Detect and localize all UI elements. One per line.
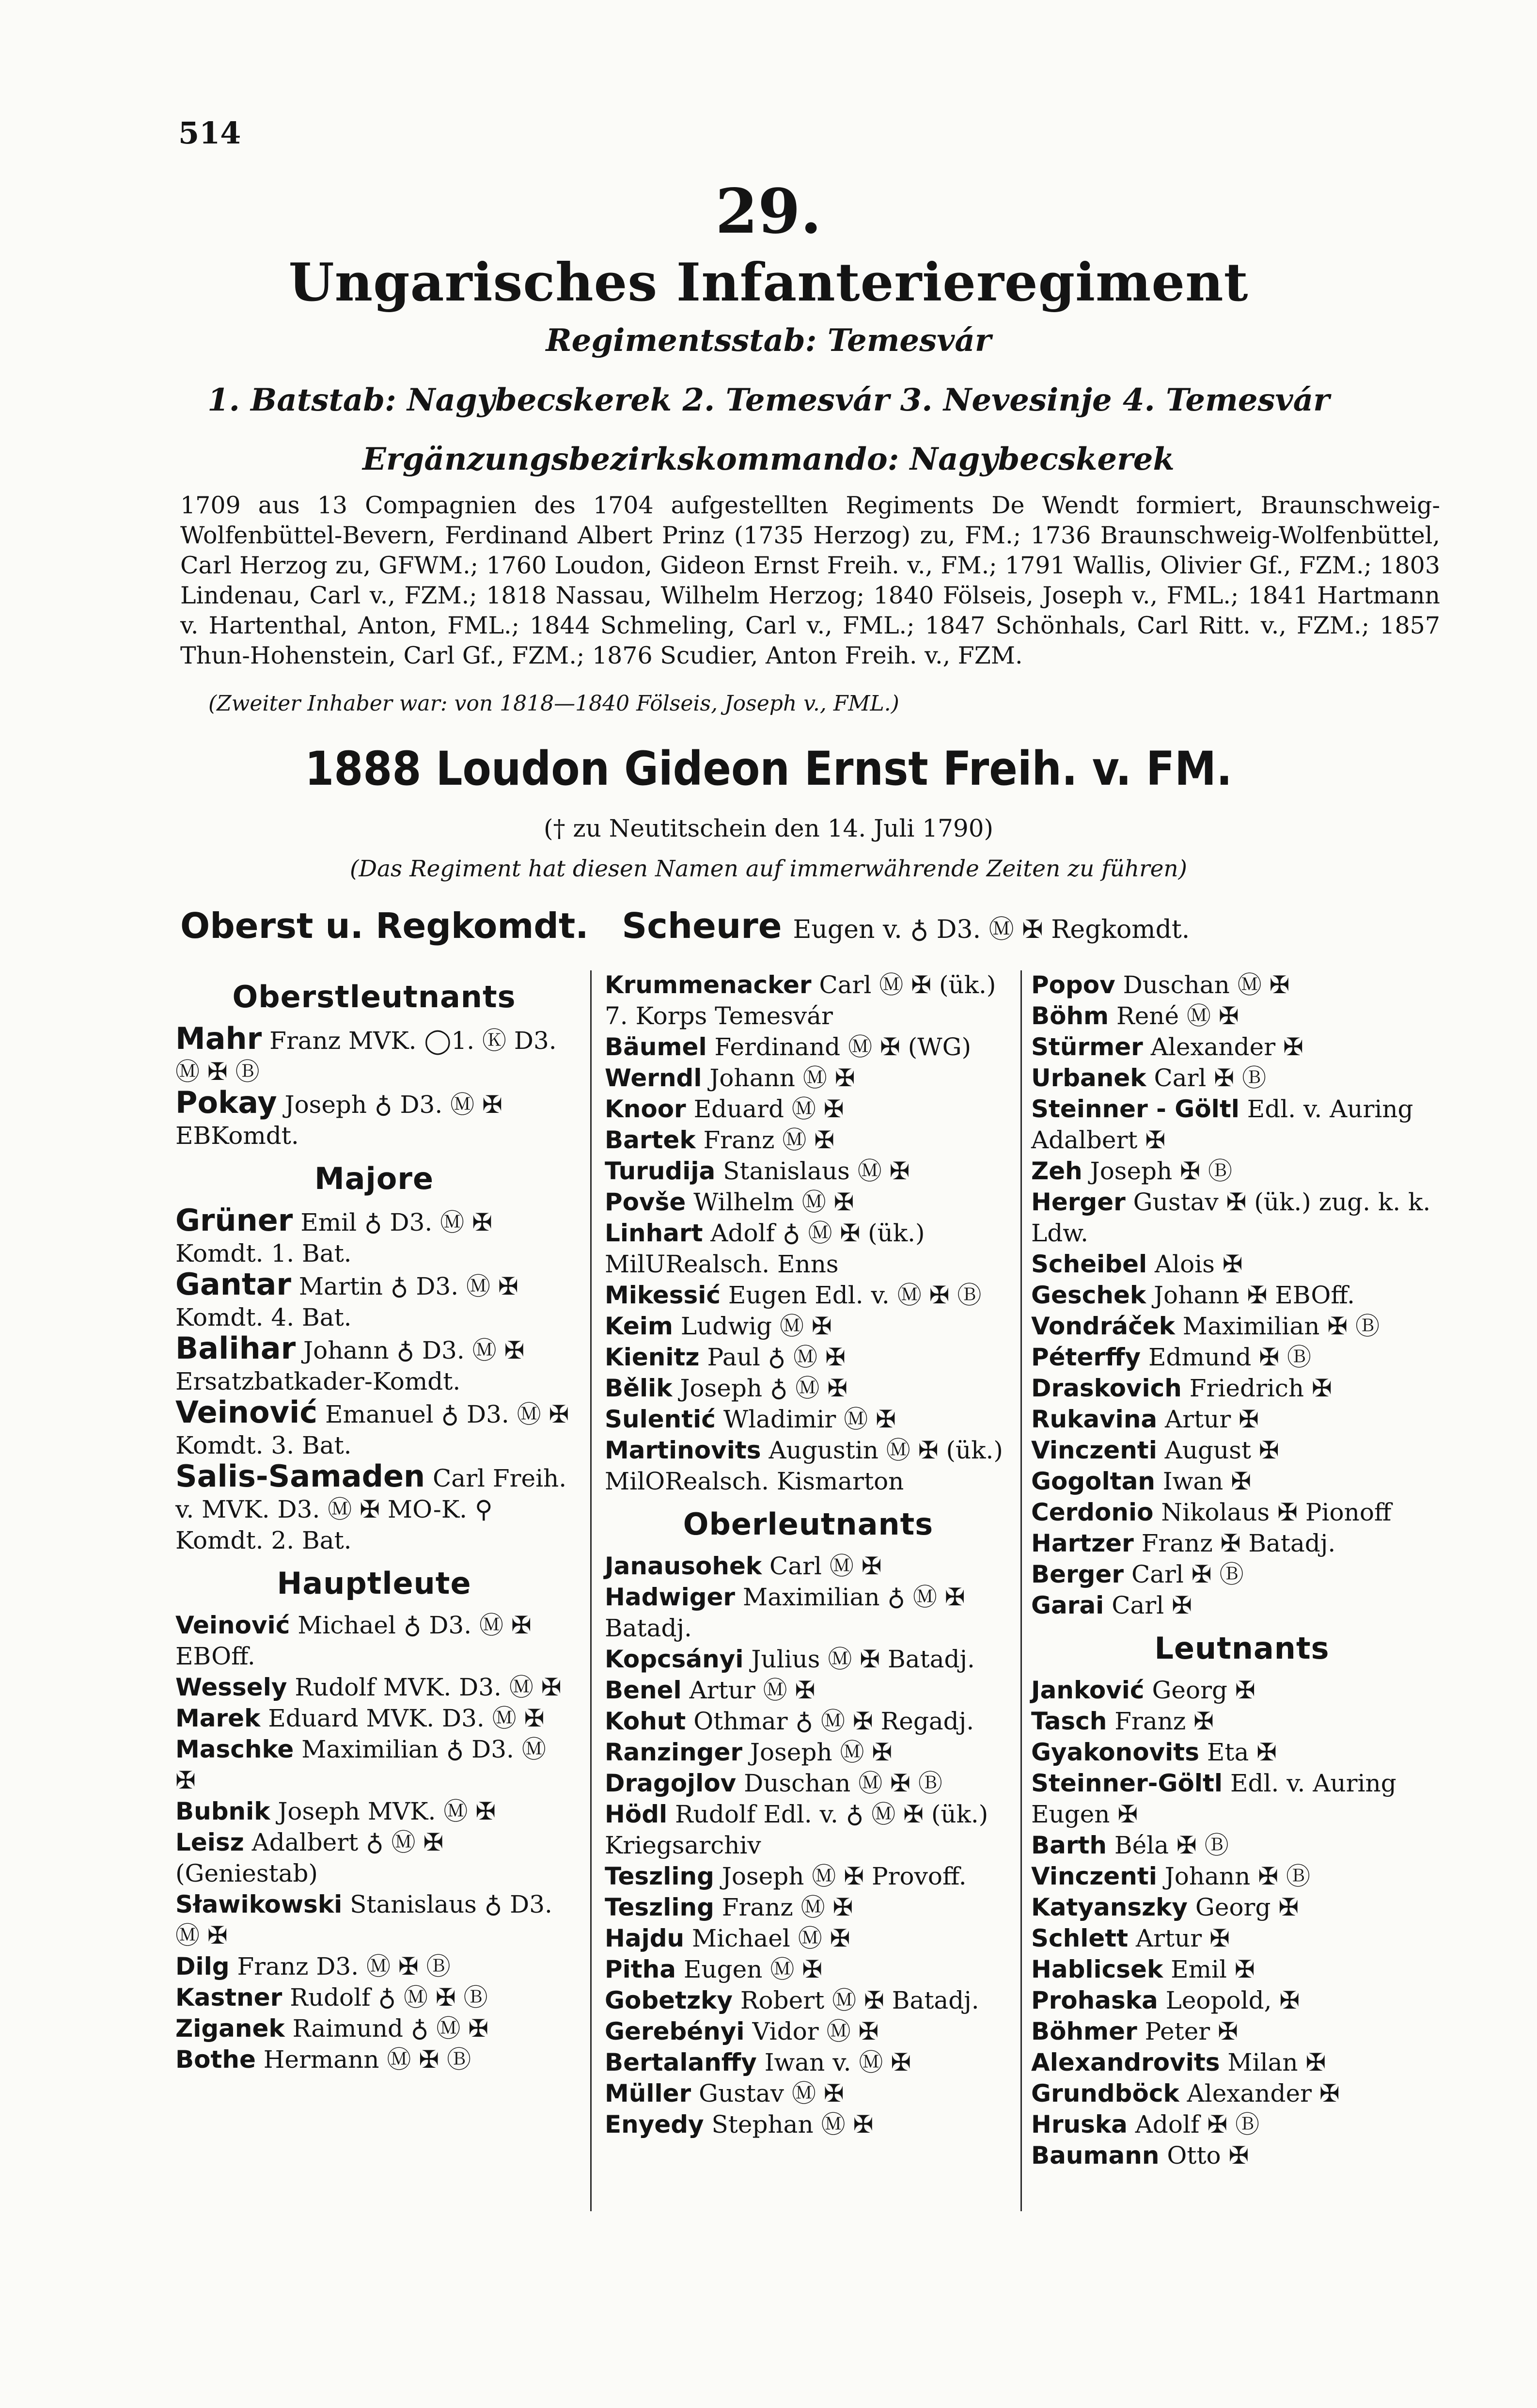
officer-entry <box>1031 1311 1453 1342</box>
oberst-line <box>180 905 1190 946</box>
officer-details: Stephan Ⓜ ✠ <box>704 2110 874 2139</box>
oberst-details: Eugen v. ♁ D3. Ⓜ ✠ Regkomdt. <box>793 915 1190 944</box>
officer-details: Peter ✠ <box>1137 2017 1238 2045</box>
officer-entry <box>175 1610 573 1672</box>
officer-entry <box>605 1342 1012 1373</box>
officer-details: Carl Ⓜ ✠ <box>762 1552 882 1580</box>
section-heading: Hauptleute <box>277 1566 471 1601</box>
officer-entry <box>1031 1000 1453 1031</box>
officer-entry <box>1031 1435 1453 1466</box>
officer-entry <box>1031 1923 1453 1954</box>
recruiting-district: Ergänzungsbezirkskommando: Nagybecskerek <box>362 441 1175 477</box>
officer-entry <box>605 1644 1012 1675</box>
officer-surname: Steinner - Göltl <box>1031 1095 1239 1123</box>
officer-surname: Hajdu <box>605 1924 685 1952</box>
officer-details: Franz ✠ Batadj. <box>1133 1529 1336 1557</box>
officer-details: Georg ✠ <box>1144 1676 1255 1704</box>
officer-details: Vidor Ⓜ ✠ <box>744 2017 879 2045</box>
officer-surname: Veinović <box>175 1394 318 1430</box>
officer-surname: Kienitz <box>605 1343 700 1371</box>
officer-details: Eugen Edl. v. Ⓜ ✠ Ⓑ <box>721 1281 982 1309</box>
officer-details: Ludwig Ⓜ ✠ <box>673 1312 832 1340</box>
officer-surname: Veinović <box>175 1611 290 1639</box>
officer-surname: Urbanek <box>1031 1064 1146 1092</box>
officer-details: Stanislaus Ⓜ ✠ <box>715 1157 910 1185</box>
officer-surname: Marek <box>175 1704 261 1732</box>
owner-death-note: († zu Neutitschein den 14. Juli 1790) <box>543 814 994 842</box>
officer-surname: Dilg <box>175 1952 230 1980</box>
officer-details: Gustav Ⓜ ✠ <box>691 2079 844 2107</box>
officer-details: Franz D3. Ⓜ ✠ Ⓑ <box>229 1952 451 1980</box>
officer-surname: Ranzinger <box>605 1738 743 1766</box>
officer-entry <box>175 1982 573 2013</box>
officer-entry <box>1031 1590 1453 1621</box>
officer-details: Artur Ⓜ ✠ <box>681 1676 816 1704</box>
officer-entry <box>1031 1280 1453 1311</box>
officer-surname: Linhart <box>605 1219 703 1247</box>
officer-surname: Keim <box>605 1312 674 1340</box>
officer-entry <box>605 1311 1012 1342</box>
officer-entry <box>175 1269 573 1333</box>
officer-details: Joseph Ⓜ ✠ <box>742 1738 893 1766</box>
officer-surname: Dragojlov <box>605 1769 737 1797</box>
officer-entry <box>1031 969 1453 1000</box>
officer-details: Béla ✠ Ⓑ <box>1107 1831 1229 1859</box>
officer-details: Maximilian ♁ Ⓜ ✠ Batadj. <box>605 1583 965 1642</box>
officer-entry <box>1031 1861 1453 1892</box>
officer-details: Martin ♁ D3. Ⓜ ✠ Komdt. 4. Bat. <box>175 1272 518 1331</box>
officer-details: Rudolf MVK. D3. Ⓜ ✠ <box>287 1673 562 1701</box>
officer-entry <box>1031 1404 1453 1435</box>
officer-surname: Gyakonovits <box>1031 1738 1199 1766</box>
regiment-history <box>180 491 1440 671</box>
officer-surname: Alexandrovits <box>1031 2048 1220 2076</box>
officer-surname: Pitha <box>605 1955 676 1983</box>
officer-entry <box>1031 1559 1453 1590</box>
officer-details: Hermann Ⓜ ✠ Ⓑ <box>255 2045 471 2074</box>
officer-details: Adolf ♁ Ⓜ ✠ (ük.) MilURealsch. Enns <box>605 1219 925 1278</box>
officer-details: Alexander ✠ <box>1143 1033 1303 1061</box>
officer-details: Othmar ♁ Ⓜ ✠ Regadj. <box>686 1707 974 1735</box>
officer-entry <box>1031 1187 1453 1249</box>
officer-entry <box>605 1892 1012 1923</box>
officer-surname: Sulentić <box>605 1405 716 1433</box>
officer-surname: Benel <box>605 1676 682 1704</box>
officer-entry <box>175 1458 573 1556</box>
officer-details: Artur ✠ <box>1157 1405 1259 1433</box>
officer-details: Georg ✠ <box>1188 1893 1299 1921</box>
officer-surname: Mikessić <box>605 1281 721 1309</box>
officer-entry <box>175 1023 573 1087</box>
officer-details: Carl ✠ Ⓑ <box>1146 1064 1267 1092</box>
officer-surname: Teszling <box>605 1862 714 1890</box>
officer-surname: Draskovich <box>1031 1374 1182 1402</box>
officer-details: Wilhelm Ⓜ ✠ <box>686 1188 854 1216</box>
officer-surname: Kohut <box>605 1707 686 1735</box>
officer-entry <box>605 1737 1012 1768</box>
officer-surname: Vondráček <box>1031 1312 1175 1340</box>
officer-surname: Péterffy <box>1031 1343 1141 1371</box>
officer-details: Robert Ⓜ ✠ Batadj. <box>732 1986 979 2014</box>
officer-details: Edl. v. Auring Eugen ✠ <box>1031 1769 1396 1828</box>
officer-surname: Herger <box>1031 1188 1126 1216</box>
column-2 <box>605 969 1012 2140</box>
officer-entry <box>605 969 1012 1031</box>
officer-entry <box>175 1796 573 1827</box>
officer-surname: Vinczenti <box>1031 1436 1157 1464</box>
officer-details: Emil ♁ D3. Ⓜ ✠ Komdt. 1. Bat. <box>175 1208 492 1267</box>
officer-surname: Hartzer <box>1031 1529 1134 1557</box>
officer-details: Carl Ⓜ ✠ (ük.) 7. Korps Temesvár <box>605 971 996 1030</box>
officer-details: Maximilian ✠ Ⓑ <box>1175 1312 1380 1340</box>
officer-entry <box>605 1551 1012 1582</box>
officer-surname: Martinovits <box>605 1436 761 1464</box>
officer-surname: Scheibel <box>1031 1250 1147 1278</box>
officer-details: Eduard MVK. D3. Ⓜ ✠ <box>260 1704 545 1732</box>
officer-details: Maximilian ♁ D3. Ⓜ ✠ <box>175 1735 546 1794</box>
battalion-staffs: 1. Batstab: Nagybecskerek 2. Temesvár 3. Nevesinje 4. Temesvár <box>207 382 1330 418</box>
regiment-name-note: (Das Regiment hat diesen Namen auf immerwährende Zeiten zu führen) <box>349 855 1188 882</box>
officer-entry <box>175 1205 573 1269</box>
officer-surname: Hruska <box>1031 2110 1128 2139</box>
officer-entry <box>605 1373 1012 1404</box>
officer-details: Joseph ♁ Ⓜ ✠ <box>672 1374 848 1402</box>
officer-entry <box>605 1125 1012 1156</box>
officer-surname: Böhmer <box>1031 2017 1137 2045</box>
officer-details: Gustav ✠ (ük.) zug. k. k. Ldw. <box>1031 1188 1431 1247</box>
officer-entry <box>605 2047 1012 2078</box>
officer-surname: Wessely <box>175 1673 287 1701</box>
officer-surname: Teszling <box>605 1893 714 1921</box>
officer-surname: Kastner <box>175 1983 282 2012</box>
column-3 <box>1031 969 1453 2171</box>
officer-details: Franz MVK. ◯1. Ⓚ D3. Ⓜ ✠ Ⓑ <box>175 1027 557 1086</box>
officer-entry <box>605 2078 1012 2109</box>
officer-surname: Pokay <box>175 1085 277 1120</box>
officer-details: Franz Ⓜ ✠ <box>714 1893 853 1921</box>
officer-surname: Maschke <box>175 1735 294 1763</box>
officer-surname: Katyanszky <box>1031 1893 1188 1921</box>
page-number: 514 <box>178 115 241 151</box>
officer-surname: Grundböck <box>1031 2079 1179 2107</box>
history-text: 1709 aus 13 Compagnien des 1704 aufgestellten Regiments De Wendt formiert, Braunschweig-Wolfenbüttel-Bevern, Ferdinand Albert Prinz (1735 Herzog) zu, FM.; 1736 Braunschweig-Wolfenbüttel, Carl Herzog zu, GFWM.; 1760 Loudon, Gideon Ernst Freih. v., FM.; 1791 Wallis, Olivier Gf., FZM.; 1803 Lindenau, Carl v., FZM.; 1818 Nassau, Wilhelm Herzog; 1840 Fölseis, Joseph v., FML.; 1841 Hartmann v. Hartenthal, Anton, FML.; 1844 Schmeling, Carl v., FML.; 1847 Schönhals, Carl Ritt. v., FZM.; 1857 Thun-Hohenstein, Carl Gf., FZM.; 1876 Scudier, Anton Freih. v., FZM. <box>180 491 1440 669</box>
officer-surname: Ziganek <box>175 2014 285 2043</box>
officer-surname: Garai <box>1031 1591 1104 1619</box>
officer-entry <box>605 1985 1012 2016</box>
officer-details: Eta ✠ <box>1199 1738 1277 1766</box>
officer-entry <box>605 1280 1012 1311</box>
officer-details: Wladimir Ⓜ ✠ <box>715 1405 896 1433</box>
officer-entry <box>175 2013 573 2044</box>
officer-details: Paul ♁ Ⓜ ✠ <box>699 1343 846 1371</box>
officer-details: Julius Ⓜ ✠ Batadj. <box>743 1645 975 1673</box>
officer-entry <box>175 1889 573 1951</box>
officer-surname: Hablicsek <box>1031 1955 1163 1983</box>
officer-surname: Balihar <box>175 1331 296 1366</box>
officer-surname: Steinner-Göltl <box>1031 1769 1223 1797</box>
officer-entry <box>1031 1892 1453 1923</box>
officer-details: Johann ♁ D3. Ⓜ ✠ Ersatzbatkader-Komdt. <box>175 1336 525 1395</box>
officer-surname: Leisz <box>175 1828 244 1856</box>
officer-surname: Krummenacker <box>605 971 812 999</box>
officer-entry <box>1031 1373 1453 1404</box>
oberst-name: Scheure <box>622 905 782 946</box>
officer-details: Duschan Ⓜ ✠ <box>1115 971 1290 999</box>
officer-entry <box>175 1734 573 1796</box>
officer-details: Augustin Ⓜ ✠ (ük.) MilORealsch. Kismarton <box>605 1436 1003 1495</box>
officer-entry <box>605 1799 1012 1861</box>
officer-entry <box>605 1093 1012 1125</box>
officer-details: Nikolaus ✠ Pionoff <box>1153 1498 1392 1526</box>
officer-surname: Gogoltan <box>1031 1467 1155 1495</box>
officer-entry <box>1031 1706 1453 1737</box>
officer-details: Milan ✠ <box>1220 2048 1326 2076</box>
regiment-owner: 1888 Loudon Gideon Ernst Freih. v. FM. <box>305 742 1232 796</box>
officer-details: Adalbert ♁ Ⓜ ✠ (Geniestab) <box>175 1828 444 1887</box>
officer-surname: Böhm <box>1031 1002 1109 1030</box>
officer-surname: Bartek <box>605 1126 696 1154</box>
section-heading: Majore <box>314 1161 434 1196</box>
officer-surname: Bubnik <box>175 1797 270 1825</box>
officer-details: Johann Ⓜ ✠ <box>702 1064 855 1092</box>
officer-details: Alexander ✠ <box>1179 2079 1340 2107</box>
officer-surname: Sławikowski <box>175 1890 343 1918</box>
officer-details: Carl ✠ <box>1104 1591 1192 1619</box>
officer-entry <box>1031 2047 1453 2078</box>
officer-entry <box>605 2016 1012 2047</box>
officer-details: Johann ✠ EBOff. <box>1146 1281 1355 1309</box>
officer-entry <box>1031 1062 1453 1093</box>
officer-details: Friedrich ✠ <box>1181 1374 1332 1402</box>
officer-details: Joseph Ⓜ ✠ Provoff. <box>714 1862 967 1890</box>
officer-entry <box>175 1951 573 1982</box>
officer-surname: Mahr <box>175 1021 262 1056</box>
officer-details: Artur ✠ <box>1128 1924 1230 1952</box>
officer-entry <box>605 1923 1012 1954</box>
officer-entry <box>1031 1342 1453 1373</box>
officer-details: Raimund ♁ Ⓜ ✠ <box>284 2014 489 2043</box>
officer-surname: Enyedy <box>605 2110 704 2139</box>
officer-entry <box>605 1861 1012 1892</box>
officer-entry <box>605 1031 1012 1062</box>
officer-surname: Berger <box>1031 1560 1124 1588</box>
officer-surname: Barth <box>1031 1831 1107 1859</box>
officer-entry <box>605 1768 1012 1799</box>
regiment-number: 29. <box>715 175 822 247</box>
officer-entry <box>605 1062 1012 1093</box>
officer-details: Otto ✠ <box>1159 2141 1249 2170</box>
officer-details: Joseph MVK. Ⓜ ✠ <box>270 1797 496 1825</box>
officer-details: Alois ✠ <box>1147 1250 1243 1278</box>
officer-details: Joseph ♁ D3. Ⓜ ✠ EBKomdt. <box>175 1091 502 1150</box>
officer-details: Duschan Ⓜ ✠ Ⓑ <box>736 1769 942 1797</box>
officer-surname: Gerebényi <box>605 2017 745 2045</box>
second-owner-note: (Zweiter Inhaber war: von 1818—1840 Fölseis, Joseph v., FML.) <box>208 691 899 716</box>
officer-surname: Baumann <box>1031 2141 1160 2170</box>
officer-entry <box>1031 1675 1453 1706</box>
officer-details: Carl ✠ Ⓑ <box>1124 1560 1244 1588</box>
officer-entry <box>1031 1768 1453 1830</box>
officer-details: Stanislaus ♁ D3. Ⓜ ✠ <box>175 1890 552 1949</box>
officer-entry <box>1031 1528 1453 1559</box>
officer-entry <box>175 1827 573 1889</box>
officer-surname: Geschek <box>1031 1281 1146 1309</box>
officer-surname: Bothe <box>175 2045 256 2074</box>
officer-details: Adolf ✠ Ⓑ <box>1127 2110 1260 2139</box>
officer-surname: Tasch <box>1031 1707 1107 1735</box>
officer-entry <box>1031 1466 1453 1497</box>
officer-entry <box>1031 1156 1453 1187</box>
officer-entry <box>605 1218 1012 1280</box>
officer-surname: Cerdonio <box>1031 1498 1154 1526</box>
officer-entry <box>1031 2016 1453 2047</box>
officer-surname: Turudija <box>605 1157 716 1185</box>
officer-surname: Popov <box>1031 971 1115 999</box>
officer-entry <box>175 2044 573 2075</box>
officer-entry <box>605 1404 1012 1435</box>
officer-surname: Müller <box>605 2079 691 2107</box>
officer-surname: Janković <box>1031 1676 1145 1704</box>
oberst-rank: Oberst u. Regkomdt. <box>180 905 589 946</box>
officer-surname: Grüner <box>175 1203 293 1238</box>
page-title: Ungarisches Infanterieregiment <box>288 252 1249 313</box>
officer-surname: Salis-Samaden <box>175 1458 425 1494</box>
officer-details: Emil ✠ <box>1163 1955 1255 1983</box>
section-heading: Leutnants <box>1154 1631 1330 1666</box>
officer-entry <box>175 1394 573 1461</box>
officer-details: Edl. v. Auring Adalbert ✠ <box>1031 1095 1413 1154</box>
officer-surname: Bertalanffy <box>605 2048 757 2076</box>
officer-details: Eugen Ⓜ ✠ <box>676 1955 823 1983</box>
officer-entry <box>1031 1497 1453 1528</box>
officer-entry <box>1031 1985 1453 2016</box>
officer-details: August ✠ <box>1157 1436 1279 1464</box>
officer-details: Joseph ✠ Ⓑ <box>1082 1157 1232 1185</box>
officer-details: Iwan v. Ⓜ ✠ <box>756 2048 911 2076</box>
officer-details: Michael Ⓜ ✠ <box>684 1924 850 1952</box>
officer-surname: Werndl <box>605 1064 702 1092</box>
officer-entry <box>605 2109 1012 2140</box>
officer-surname: Bělik <box>605 1374 673 1402</box>
officer-entry <box>175 1703 573 1734</box>
officer-details: Ferdinand Ⓜ ✠ (WG) <box>706 1033 972 1061</box>
officer-entry <box>605 1706 1012 1737</box>
regiment-staff: Regimentsstab: Temesvár <box>546 322 991 359</box>
officer-surname: Gantar <box>175 1267 291 1302</box>
officer-entry <box>175 1087 573 1151</box>
officer-surname: Bäumel <box>605 1033 707 1061</box>
officer-entry <box>605 1435 1012 1497</box>
officer-surname: Hödl <box>605 1800 668 1828</box>
officer-entry <box>1031 2109 1453 2140</box>
officer-entry <box>175 1333 573 1397</box>
officer-entry <box>1031 2140 1453 2171</box>
officer-details: Iwan ✠ <box>1155 1467 1252 1495</box>
officer-details: Franz Ⓜ ✠ <box>695 1126 835 1154</box>
officer-entry <box>1031 1954 1453 1985</box>
officer-surname: Rukavina <box>1031 1405 1158 1433</box>
officer-entry <box>1031 1737 1453 1768</box>
officer-entry <box>605 1582 1012 1644</box>
officer-surname: Kopcsányi <box>605 1645 744 1673</box>
officer-entry <box>1031 1093 1453 1156</box>
column-1 <box>175 969 573 2075</box>
officer-details: Franz ✠ <box>1107 1707 1214 1735</box>
officer-surname: Knoor <box>605 1095 686 1123</box>
column-divider-2 <box>1020 970 1022 2211</box>
officer-entry <box>605 1156 1012 1187</box>
officer-entry <box>605 1675 1012 1706</box>
officer-surname: Hadwiger <box>605 1583 736 1611</box>
officer-entry <box>605 1187 1012 1218</box>
officer-surname: Vinczenti <box>1031 1862 1157 1890</box>
officer-surname: Gobetzky <box>605 1986 733 2014</box>
officer-details: Rudolf Edl. v. ♁ Ⓜ ✠ (ük.) Kriegsarchiv <box>605 1800 988 1859</box>
officer-surname: Stürmer <box>1031 1033 1143 1061</box>
officer-details: Michael ♁ D3. Ⓜ ✠ EBOff. <box>175 1611 532 1670</box>
officer-details: Leopold, ✠ <box>1158 1986 1300 2014</box>
officer-details: Carl Freih. v. MVK. D3. Ⓜ ✠ MO-K. ⚲ Komdt. 2. Bat. <box>175 1464 567 1554</box>
officer-entry <box>1031 1249 1453 1280</box>
officer-entry <box>1031 2078 1453 2109</box>
officer-entry <box>1031 1830 1453 1861</box>
officer-details: Rudolf ♁ Ⓜ ✠ Ⓑ <box>282 1983 488 2012</box>
officer-surname: Prohaska <box>1031 1986 1158 2014</box>
officer-surname: Janausohek <box>605 1552 762 1580</box>
section-heading: Oberleutnants <box>683 1506 934 1542</box>
officer-details: René Ⓜ ✠ <box>1109 1002 1239 1030</box>
officer-entry <box>1031 1031 1453 1062</box>
officer-surname: Zeh <box>1031 1157 1082 1185</box>
officer-details: Johann ✠ Ⓑ <box>1157 1862 1310 1890</box>
officer-entry <box>605 1954 1012 1985</box>
officer-surname: Schlett <box>1031 1924 1129 1952</box>
officer-details: Emanuel ♁ D3. Ⓜ ✠ Komdt. 3. Bat. <box>175 1400 569 1459</box>
officer-details: Eduard Ⓜ ✠ <box>686 1095 844 1123</box>
officer-surname: Povše <box>605 1188 686 1216</box>
officer-entry <box>175 1672 573 1703</box>
section-heading: Oberstleutnants <box>232 979 516 1014</box>
officer-details: Edmund ✠ Ⓑ <box>1141 1343 1312 1371</box>
column-divider-1 <box>590 970 592 2211</box>
